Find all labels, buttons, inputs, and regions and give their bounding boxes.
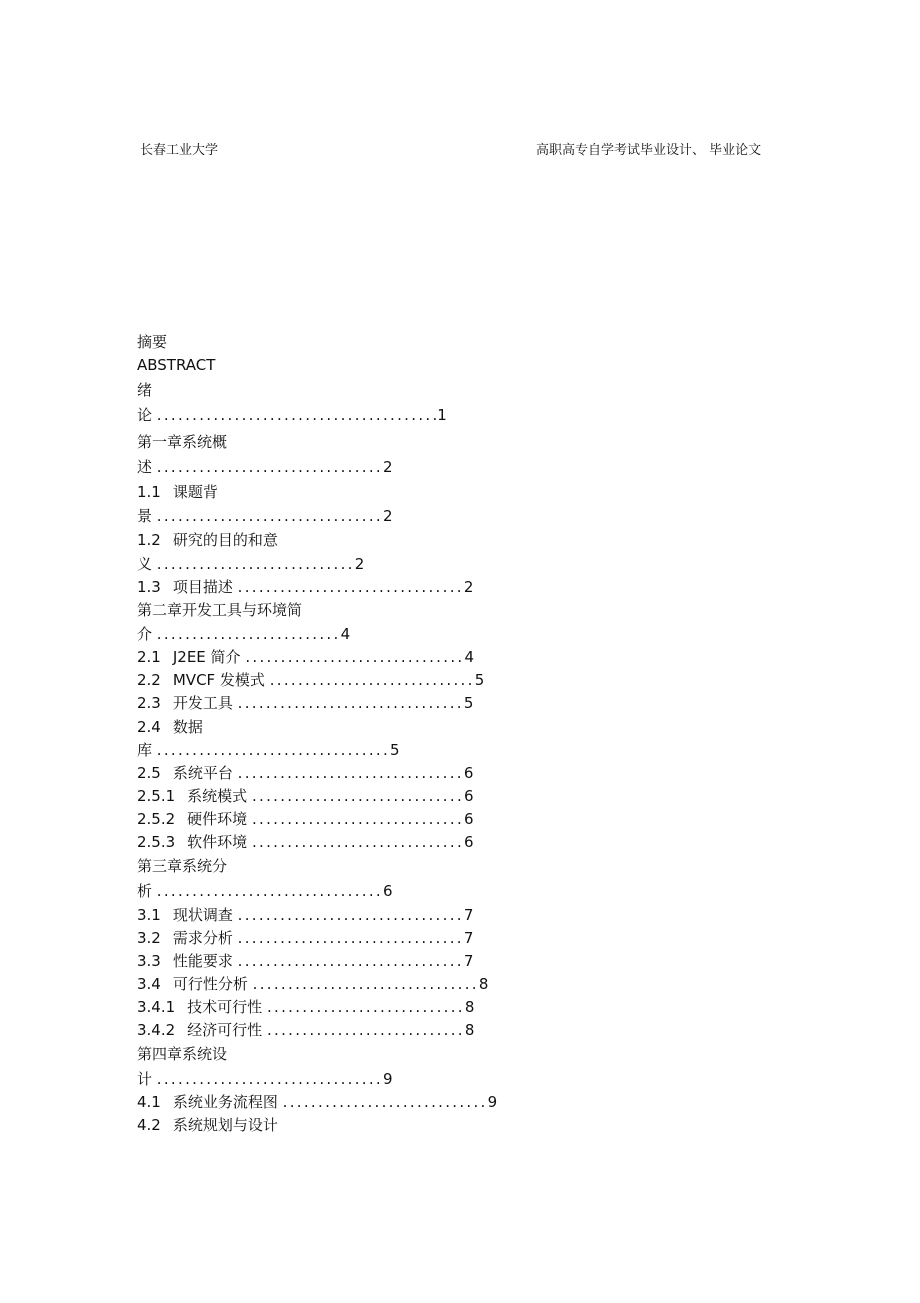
toc-entry-number: 3.2: [137, 929, 161, 947]
toc-entry: [137, 718, 203, 736]
toc-entry: [137, 1116, 278, 1134]
toc-entry: [137, 882, 393, 900]
toc-page-number: 2: [382, 458, 393, 476]
toc-dot-leader: ................................: [237, 764, 464, 782]
toc-entry-number: 1.2: [137, 531, 161, 549]
toc-entry: [137, 833, 474, 851]
toc-dot-leader: .......................................: [156, 406, 433, 424]
toc-page-number: 2: [354, 555, 365, 573]
toc-entry-number: 4.2: [137, 1116, 161, 1134]
toc-entry-title: 摘要: [137, 333, 168, 351]
toc-entry-title: 库: [137, 741, 153, 759]
toc-entry-title: 第三章系统分: [137, 857, 228, 875]
toc-dot-leader: ................................: [156, 458, 383, 476]
toc-entry-title: ABSTRACT: [137, 356, 216, 374]
toc-page-number: 6: [382, 882, 393, 900]
toc-entry: [137, 1021, 474, 1039]
toc-dot-leader: ................................: [252, 975, 479, 993]
toc-entry: [137, 406, 447, 424]
toc-entry-title: 介: [137, 625, 153, 643]
toc-entry-number: 2.4: [137, 718, 161, 736]
toc-entry-title: 数据: [172, 718, 203, 736]
toc-dot-leader: ................................: [237, 952, 464, 970]
toc-entry-title: 经济可行性: [187, 1021, 263, 1039]
toc-entry-title: 可行性分析: [172, 975, 248, 993]
toc-page-number: 9: [382, 1070, 393, 1088]
toc-page-number: 8: [478, 975, 489, 993]
toc-entry-title: 绪: [137, 381, 153, 399]
toc-page-number: .1: [432, 406, 447, 424]
toc-dot-leader: ................................: [237, 929, 464, 947]
toc-entry-number: 3.4: [137, 975, 161, 993]
toc-entry: [137, 787, 474, 805]
toc-dot-leader: ..............................: [251, 833, 465, 851]
toc-page-number: 7: [463, 952, 474, 970]
toc-entry: [137, 601, 302, 619]
header-doc-type: 高职高专自学考试毕业设计、 毕业论文: [536, 143, 762, 158]
toc-dot-leader: .............................: [269, 671, 475, 689]
toc-page-number: 6: [464, 787, 474, 805]
toc-entry: [137, 998, 474, 1016]
toc-entry-number: 3.4.1: [137, 998, 176, 1016]
toc-entry: [137, 671, 484, 689]
toc-entry: [137, 333, 167, 351]
toc-entry: [137, 648, 474, 666]
toc-entry-title: 课题背: [172, 483, 218, 501]
toc-page-number: 5: [390, 741, 400, 759]
toc-page-number: 6: [464, 810, 474, 828]
toc-entry-title: 景: [137, 507, 153, 525]
toc-entry: [137, 952, 473, 970]
toc-entry-number: 1.3: [137, 578, 161, 596]
toc-dot-leader: ................................: [156, 1070, 383, 1088]
toc-entry-number: 2.1: [137, 648, 161, 666]
toc-entry: [137, 810, 474, 828]
toc-page-number: 8: [464, 998, 475, 1016]
toc-dot-leader: ..............................: [251, 810, 465, 828]
toc-page-number: 4: [340, 625, 351, 643]
toc-entry-title: 述: [137, 458, 153, 476]
toc-entry: [137, 458, 393, 476]
toc-entry: [137, 764, 473, 782]
toc-entry-number: 2.2: [137, 671, 161, 689]
toc-entry-title: 软件环境: [187, 833, 248, 851]
toc-entry-title: 现状调查: [172, 906, 233, 924]
toc-entry: [137, 433, 227, 451]
toc-entry-title: 第二章开发工具与环境简: [137, 601, 303, 619]
toc-entry-title: 技术可行性: [187, 998, 263, 1016]
toc-dot-leader: .................................: [156, 741, 391, 759]
toc-entry-number: 3.4.2: [137, 1021, 176, 1039]
toc-entry-title: 需求分析: [172, 929, 233, 947]
toc-page-number: 6: [463, 764, 474, 782]
toc-entry: [137, 1070, 393, 1088]
toc-entry: [137, 929, 473, 947]
toc-dot-leader: ............................: [266, 998, 465, 1016]
toc-dot-leader: ...............................: [245, 648, 465, 666]
toc-entry-title: 性能要求: [172, 952, 233, 970]
toc-dot-leader: ................................: [237, 694, 464, 712]
toc-dot-leader: ..........................: [156, 625, 341, 643]
toc-page-number: 5: [463, 694, 474, 712]
toc-entry-number: 2.5.1: [137, 787, 176, 805]
toc-entry-title: 项目描述: [172, 578, 233, 596]
toc-entry-title: 系统模式: [187, 787, 248, 805]
toc-entry: [137, 1093, 497, 1111]
toc-entry-number: 1.1: [137, 483, 161, 501]
toc-entry-number: 2.5.2: [137, 810, 176, 828]
toc-page-number: 5: [474, 671, 485, 689]
toc-entry: [137, 1045, 227, 1063]
toc-page-number: 7: [463, 929, 474, 947]
toc-entry-title: 研究的目的和意: [172, 531, 278, 549]
toc-dot-leader: ............................: [156, 555, 355, 573]
toc-entry-title: 第四章系统设: [137, 1045, 228, 1063]
toc-entry: [137, 975, 488, 993]
toc-entry: [137, 741, 400, 759]
toc-dot-leader: ..............................: [251, 787, 465, 805]
toc-entry-title: 义: [137, 555, 153, 573]
toc-page-number: 4: [464, 648, 475, 666]
toc-entry-number: 2.5: [137, 764, 161, 782]
toc-entry-number: 4.1: [137, 1093, 161, 1111]
toc-entry-title: 系统平台: [172, 764, 233, 782]
toc-page-number: 6: [464, 833, 474, 851]
toc-dot-leader: .............................: [282, 1093, 488, 1111]
toc-page-number: 2: [382, 507, 393, 525]
toc-entry-number: 2.3: [137, 694, 161, 712]
toc-entry-title: MVCF 发模式: [172, 671, 265, 689]
toc-entry: [137, 857, 227, 875]
toc-entry-title: 计: [137, 1070, 153, 1088]
toc-entry-title: 硬件环境: [187, 810, 248, 828]
toc-dot-leader: ................................: [237, 578, 464, 596]
toc-dot-leader: ................................: [156, 882, 383, 900]
toc-entry: [137, 555, 364, 573]
toc-dot-leader: ............................: [266, 1021, 465, 1039]
toc-entry-title: 开发工具: [172, 694, 233, 712]
header-university: 长春工业大学: [140, 143, 219, 158]
toc-entry: [137, 531, 278, 549]
toc-entry: [137, 507, 393, 525]
toc-dot-leader: ................................: [156, 507, 383, 525]
toc-page-number: 2: [463, 578, 474, 596]
toc-entry: [137, 483, 218, 501]
toc-entry-number: 3.1: [137, 906, 161, 924]
toc-entry-title: 系统规划与设计: [172, 1116, 278, 1134]
toc-entry: [137, 356, 215, 374]
toc-dot-leader: ................................: [237, 906, 464, 924]
toc-entry: [137, 578, 473, 596]
toc-page-number: 8: [464, 1021, 475, 1039]
toc-entry-title: J2EE 简介: [172, 648, 241, 666]
toc-entry-title: 第一章系统概: [137, 433, 228, 451]
toc-entry: [137, 381, 152, 399]
toc-entry-title: 析: [137, 882, 153, 900]
toc-entry: [137, 694, 473, 712]
toc-entry: [137, 906, 473, 924]
toc-entry-number: 3.3: [137, 952, 161, 970]
toc-entry-title: 论: [137, 406, 153, 424]
toc-page-number: 7: [463, 906, 474, 924]
toc-entry-number: 2.5.3: [137, 833, 176, 851]
toc-entry: [137, 625, 350, 643]
toc-page-number: 9: [487, 1093, 498, 1111]
toc-entry-title: 系统业务流程图: [172, 1093, 278, 1111]
